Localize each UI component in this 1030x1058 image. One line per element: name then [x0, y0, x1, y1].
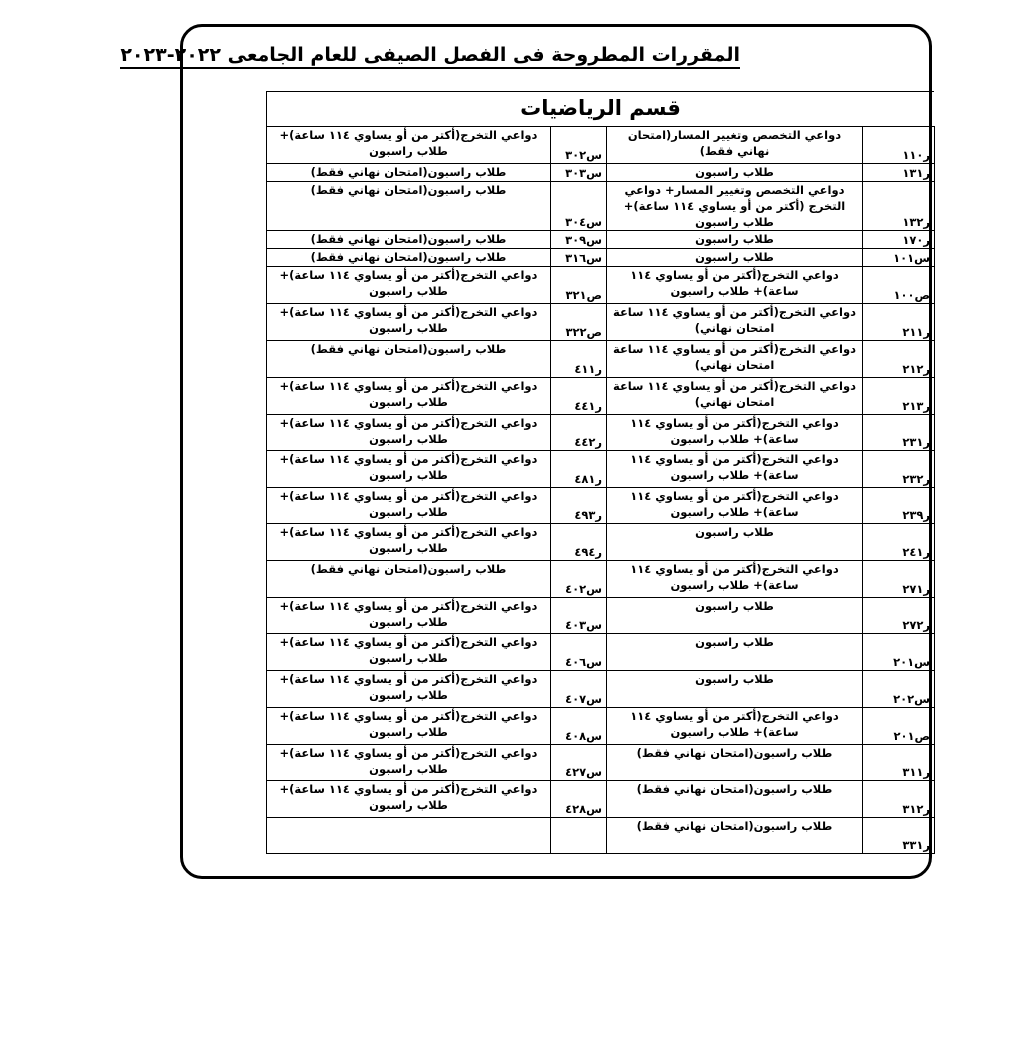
course-code-cell	[551, 818, 607, 854]
table-row	[267, 231, 935, 249]
course-code-cell: س٢٠٢	[863, 671, 935, 708]
course-code-cell: ر٢٧٢	[863, 598, 935, 634]
course-code-cell: س٣٠٤	[551, 182, 607, 231]
course-code-cell: ر١٧٠	[863, 231, 935, 249]
table-row	[267, 378, 935, 415]
course-code-cell: س٤٠٦	[551, 634, 607, 671]
course-code-cell: ر٤٩٣	[551, 488, 607, 524]
course-code-cell: ص٣٢٢	[551, 304, 607, 341]
table-row	[267, 818, 935, 854]
course-code-cell: ر٤٤٢	[551, 415, 607, 451]
course-code-cell: ص١٠٠	[863, 267, 935, 304]
table-row	[267, 634, 935, 671]
eligibility-cell: طلاب راسبون(امتحان نهاني فقط)	[607, 781, 863, 818]
course-code-cell: ر١٣١	[863, 164, 935, 182]
eligibility-cell	[267, 818, 551, 854]
table-row	[267, 524, 935, 561]
eligibility-cell: دواعي التخرج(أكتر من أو يساوي ١١٤ ساعة)+ طلاب راسبون	[607, 488, 863, 524]
course-code-cell: ص٢٠١	[863, 708, 935, 745]
course-code-cell: ر٢٣٢	[863, 451, 935, 488]
course-code-cell: س٤٢٧	[551, 745, 607, 781]
eligibility-cell: طلاب راسبون(امتحان نهاني فقط)	[607, 818, 863, 854]
course-code-cell: ر٢٧١	[863, 561, 935, 598]
course-code-cell: ر٢١٣	[863, 378, 935, 415]
table-row	[267, 249, 935, 267]
table-row	[267, 127, 935, 164]
eligibility-cell: دواعي التخرج(أكتر من أو يساوي ١١٤ ساعة)+ طلاب راسبون	[267, 378, 551, 415]
course-code-cell: س٣١٦	[551, 249, 607, 267]
eligibility-cell: طلاب راسبون(امتحان نهاني فقط)	[267, 164, 551, 182]
eligibility-cell: دواعي التخرج(أكتر من أو يساوي ١١٤ ساعة)+ طلاب راسبون	[607, 561, 863, 598]
eligibility-cell: طلاب راسبون(امتحان نهاني فقط)	[267, 231, 551, 249]
eligibility-cell: دواعي التخرج(أكتر من أو يساوي ١١٤ ساعة)+ طلاب راسبون	[267, 267, 551, 304]
courses-table-body	[267, 127, 935, 854]
eligibility-cell: طلاب راسبون(امتحان نهاني فقط)	[267, 249, 551, 267]
course-code-cell: ر٤٤١	[551, 378, 607, 415]
eligibility-cell: دواعي التخرج(أكتر من أو يساوي ١١٤ ساعة امتحان نهاني)	[607, 304, 863, 341]
eligibility-cell: دواعي التخرج(أكتر من أو يساوي ١١٤ ساعة امتحان نهاني)	[607, 378, 863, 415]
eligibility-cell: دواعي التخرج(أكتر من أو يساوي ١١٤ ساعة)+ طلاب راسبون	[267, 634, 551, 671]
table-row	[267, 561, 935, 598]
eligibility-cell: دواعي التخرج(أكتر من أو يساوي ١١٤ ساعة)+ طلاب راسبون	[607, 267, 863, 304]
page-title-text: المقررات المطروحة فى الفصل الصيفى للعام الجامعى ٢٠٢٢-٢٠٢٣	[120, 44, 740, 69]
eligibility-cell: دواعي التخرج(أكتر من أو يساوي ١١٤ ساعة)+ طلاب راسبون	[267, 127, 551, 164]
table-row	[267, 708, 935, 745]
course-code-cell: ر٣١٢	[863, 781, 935, 818]
course-code-cell: ر١٣٢	[863, 182, 935, 231]
eligibility-cell: دواعي التخرج(أكتر من أو يساوي ١١٤ ساعة)+ طلاب راسبون	[267, 451, 551, 488]
course-code-cell: س٤٠٢	[551, 561, 607, 598]
eligibility-cell: دواعي التخصص وتغيير المسار+ دواعي التخرج (أكتر من أو يساوي ١١٤ ساعة)+ طلاب راسبون	[607, 182, 863, 231]
eligibility-cell: دواعي التخصص وتغيير المسار(امتحان نهاني فقط)	[607, 127, 863, 164]
eligibility-cell: دواعي التخرج(أكتر من أو يساوي ١١٤ ساعة)+ طلاب راسبون	[267, 415, 551, 451]
course-code-cell: س٤٢٨	[551, 781, 607, 818]
course-code-cell: س٤٠٨	[551, 708, 607, 745]
course-code-cell: ر١١٠	[863, 127, 935, 164]
table-row	[267, 781, 935, 818]
course-code-cell: ر٤٩٤	[551, 524, 607, 561]
eligibility-cell: دواعي التخرج(أكتر من أو يساوي ١١٤ ساعة)+ طلاب راسبون	[267, 671, 551, 708]
course-code-cell: ر٢٤١	[863, 524, 935, 561]
course-code-cell: ر٢١٢	[863, 341, 935, 378]
eligibility-cell: دواعي التخرج(أكتر من أو يساوي ١١٤ ساعة)+ طلاب راسبون	[267, 708, 551, 745]
course-code-cell: ر٢٣٩	[863, 488, 935, 524]
eligibility-cell: دواعي التخرج(أكتر من أو يساوي ١١٤ ساعة)+ طلاب راسبون	[267, 524, 551, 561]
course-code-cell: س٣٠٣	[551, 164, 607, 182]
eligibility-cell: طلاب راسبون(امتحان نهاني فقط)	[267, 341, 551, 378]
table-row	[267, 341, 935, 378]
eligibility-cell: طلاب راسبون	[607, 671, 863, 708]
eligibility-cell: دواعي التخرج(أكتر من أو يساوي ١١٤ ساعة)+ طلاب راسبون	[267, 488, 551, 524]
course-code-cell: ر٤١١	[551, 341, 607, 378]
table-row	[267, 488, 935, 524]
course-code-cell: س٤٠٣	[551, 598, 607, 634]
eligibility-cell: طلاب راسبون	[607, 598, 863, 634]
eligibility-cell: طلاب راسبون	[607, 249, 863, 267]
course-code-cell: س٤٠٧	[551, 671, 607, 708]
course-code-cell: ر٣٣١	[863, 818, 935, 854]
course-code-cell: ر٤٨١	[551, 451, 607, 488]
eligibility-cell: دواعي التخرج(أكتر من أو يساوي ١١٤ ساعة)+ طلاب راسبون	[607, 451, 863, 488]
table-row	[267, 304, 935, 341]
eligibility-cell: دواعي التخرج(أكتر من أو يساوي ١١٤ ساعة)+ طلاب راسبون	[267, 745, 551, 781]
eligibility-cell: دواعي التخرج(أكتر من أو يساوي ١١٤ ساعة)+ طلاب راسبون	[607, 415, 863, 451]
eligibility-cell: طلاب راسبون	[607, 164, 863, 182]
table-row	[267, 598, 935, 634]
eligibility-cell: دواعي التخرج(أكتر من أو يساوي ١١٤ ساعة امتحان نهاني)	[607, 341, 863, 378]
eligibility-cell: طلاب راسبون	[607, 231, 863, 249]
table-row	[267, 164, 935, 182]
eligibility-cell: طلاب راسبون(امتحان نهاني فقط)	[267, 561, 551, 598]
table-row	[267, 267, 935, 304]
table-row	[267, 745, 935, 781]
courses-table	[266, 126, 935, 854]
course-code-cell: س١٠١	[863, 249, 935, 267]
table-row	[267, 451, 935, 488]
courses-sheet	[266, 91, 934, 854]
course-code-cell: ر٢١١	[863, 304, 935, 341]
eligibility-cell: طلاب راسبون	[607, 634, 863, 671]
course-code-cell: ر٣١١	[863, 745, 935, 781]
table-row	[267, 182, 935, 231]
course-code-cell: ر٢٣١	[863, 415, 935, 451]
eligibility-cell: دواعي التخرج(أكتر من أو يساوي ١١٤ ساعة)+ طلاب راسبون	[267, 781, 551, 818]
eligibility-cell: دواعي التخرج(أكتر من أو يساوي ١١٤ ساعة)+ طلاب راسبون	[607, 708, 863, 745]
course-code-cell: س٣٠٩	[551, 231, 607, 249]
page-title	[120, 44, 740, 74]
course-code-cell: ص٣٢١	[551, 267, 607, 304]
eligibility-cell: دواعي التخرج(أكتر من أو يساوي ١١٤ ساعة)+ طلاب راسبون	[267, 598, 551, 634]
department-heading: قسم الرياضيات	[266, 91, 934, 126]
course-code-cell: س٣٠٢	[551, 127, 607, 164]
table-row	[267, 415, 935, 451]
eligibility-cell: طلاب راسبون(امتحان نهاني فقط)	[267, 182, 551, 231]
eligibility-cell: طلاب راسبون	[607, 524, 863, 561]
eligibility-cell: دواعي التخرج(أكتر من أو يساوي ١١٤ ساعة)+ طلاب راسبون	[267, 304, 551, 341]
eligibility-cell: طلاب راسبون(امتحان نهاني فقط)	[607, 745, 863, 781]
table-row	[267, 671, 935, 708]
course-code-cell: س٢٠١	[863, 634, 935, 671]
